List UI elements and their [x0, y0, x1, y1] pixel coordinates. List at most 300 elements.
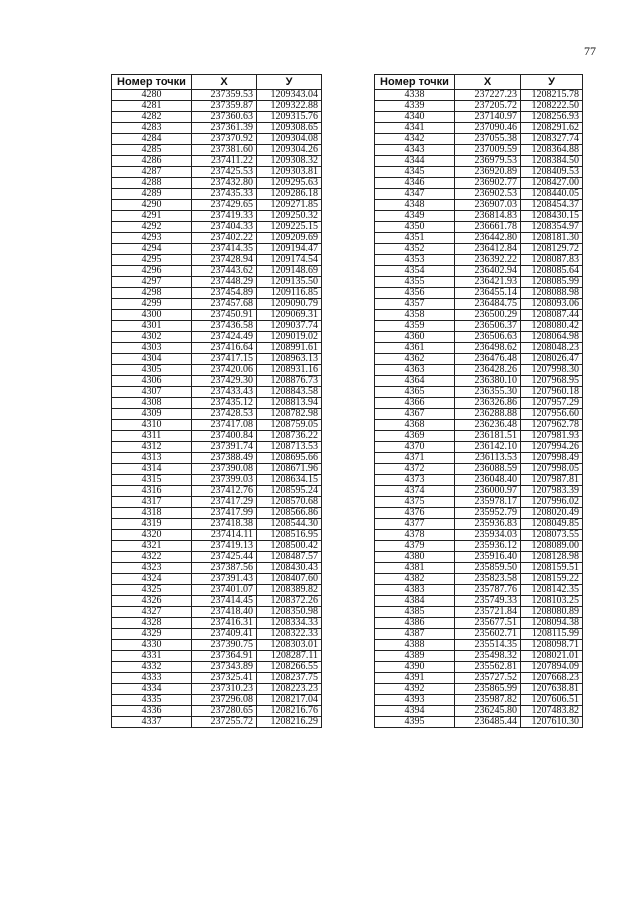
x-coordinate-cell: 235677.51 [455, 618, 521, 629]
x-coordinate-cell: 236907.03 [455, 200, 521, 211]
table-row [112, 673, 322, 684]
y-coordinate-cell: 1208159.51 [521, 563, 583, 574]
point-number-cell: 4338 [375, 90, 455, 101]
table-row [375, 442, 583, 453]
table-row [112, 387, 322, 398]
y-coordinate-cell: 1208430.15 [521, 211, 583, 222]
x-coordinate-cell: 237432.80 [192, 178, 257, 189]
table-row [375, 90, 583, 101]
y-coordinate-cell: 1208080.89 [521, 607, 583, 618]
point-number-cell: 4293 [112, 233, 192, 244]
x-coordinate-cell: 237414.45 [192, 596, 257, 607]
y-coordinate-cell: 1208021.01 [521, 651, 583, 662]
table-row [112, 420, 322, 431]
x-coordinate-cell: 236421.93 [455, 277, 521, 288]
y-coordinate-cell: 1208782.98 [257, 409, 322, 420]
table-body-right [375, 90, 583, 728]
x-coordinate-cell: 236476.48 [455, 354, 521, 365]
table-row [112, 453, 322, 464]
x-coordinate-cell: 236113.53 [455, 453, 521, 464]
x-coordinate-cell: 235859.50 [455, 563, 521, 574]
table-row [375, 508, 583, 519]
x-coordinate-cell: 236402.94 [455, 266, 521, 277]
y-coordinate-cell: 1207998.05 [521, 464, 583, 475]
table-row [112, 233, 322, 244]
point-number-cell: 4385 [375, 607, 455, 618]
y-coordinate-cell: 1208327.74 [521, 134, 583, 145]
y-coordinate-cell: 1209194.47 [257, 244, 322, 255]
y-coordinate-cell: 1208256.93 [521, 112, 583, 123]
y-coordinate-cell: 1208350.98 [257, 607, 322, 618]
point-number-cell: 4312 [112, 442, 192, 453]
table-row [112, 607, 322, 618]
y-coordinate-cell: 1209308.65 [257, 123, 322, 134]
point-number-cell: 4356 [375, 288, 455, 299]
table-row [375, 354, 583, 365]
y-coordinate-cell: 1208087.44 [521, 310, 583, 321]
point-number-cell: 4387 [375, 629, 455, 640]
y-coordinate-cell: 1208085.64 [521, 266, 583, 277]
x-coordinate-cell: 237255.72 [192, 717, 257, 728]
x-coordinate-cell: 237400.84 [192, 431, 257, 442]
point-number-cell: 4373 [375, 475, 455, 486]
point-number-cell: 4327 [112, 607, 192, 618]
x-coordinate-cell: 237435.12 [192, 398, 257, 409]
table-row [375, 618, 583, 629]
table-row [375, 607, 583, 618]
table-row [112, 563, 322, 574]
point-number-cell: 4300 [112, 310, 192, 321]
point-number-cell: 4344 [375, 156, 455, 167]
x-coordinate-cell: 237419.33 [192, 211, 257, 222]
y-coordinate-cell: 1208430.43 [257, 563, 322, 574]
y-coordinate-cell: 1209304.26 [257, 145, 322, 156]
y-coordinate-cell: 1208516.95 [257, 530, 322, 541]
point-number-cell: 4349 [375, 211, 455, 222]
x-coordinate-cell: 235936.12 [455, 541, 521, 552]
point-number-cell: 4306 [112, 376, 192, 387]
point-number-cell: 4375 [375, 497, 455, 508]
y-coordinate-cell: 1208085.99 [521, 277, 583, 288]
point-number-cell: 4321 [112, 541, 192, 552]
point-number-cell: 4369 [375, 431, 455, 442]
point-number-cell: 4370 [375, 442, 455, 453]
point-number-cell: 4316 [112, 486, 192, 497]
point-number-cell: 4301 [112, 321, 192, 332]
x-coordinate-cell: 236288.88 [455, 409, 521, 420]
x-coordinate-cell: 235602.71 [455, 629, 521, 640]
point-number-cell: 4303 [112, 343, 192, 354]
header-x: X [455, 75, 521, 90]
y-coordinate-cell: 1207962.78 [521, 420, 583, 431]
point-number-cell: 4295 [112, 255, 192, 266]
point-number-cell: 4297 [112, 277, 192, 288]
point-number-cell: 4307 [112, 387, 192, 398]
point-number-cell: 4392 [375, 684, 455, 695]
x-coordinate-cell: 237310.23 [192, 684, 257, 695]
x-coordinate-cell: 236902.77 [455, 178, 521, 189]
table-row [375, 409, 583, 420]
table-row [112, 684, 322, 695]
header-point-number: Номер точки [112, 75, 192, 90]
point-number-cell: 4288 [112, 178, 192, 189]
table-row [375, 541, 583, 552]
table-row [112, 376, 322, 387]
table-row [112, 651, 322, 662]
table-row [112, 640, 322, 651]
table-row [375, 233, 583, 244]
table-row [112, 156, 322, 167]
x-coordinate-cell: 235514.35 [455, 640, 521, 651]
x-coordinate-cell: 235749.33 [455, 596, 521, 607]
y-coordinate-cell: 1208963.13 [257, 354, 322, 365]
x-coordinate-cell: 237424.49 [192, 332, 257, 343]
x-coordinate-cell: 237401.07 [192, 585, 257, 596]
y-coordinate-cell: 1207998.49 [521, 453, 583, 464]
table-row [112, 629, 322, 640]
x-coordinate-cell: 237227.23 [455, 90, 521, 101]
x-coordinate-cell: 237420.06 [192, 365, 257, 376]
point-number-cell: 4319 [112, 519, 192, 530]
point-number-cell: 4335 [112, 695, 192, 706]
table-row [375, 288, 583, 299]
table-row [375, 277, 583, 288]
y-coordinate-cell: 1208088.98 [521, 288, 583, 299]
header-x: X [192, 75, 257, 90]
table-row [112, 101, 322, 112]
point-number-cell: 4353 [375, 255, 455, 266]
point-number-cell: 4350 [375, 222, 455, 233]
header-y: У [257, 75, 322, 90]
x-coordinate-cell: 237388.49 [192, 453, 257, 464]
y-coordinate-cell: 1208093.06 [521, 299, 583, 310]
y-coordinate-cell: 1208322.33 [257, 629, 322, 640]
y-coordinate-cell: 1208064.98 [521, 332, 583, 343]
table-row [112, 343, 322, 354]
point-number-cell: 4290 [112, 200, 192, 211]
x-coordinate-cell: 237361.39 [192, 123, 257, 134]
y-coordinate-cell: 1208026.47 [521, 354, 583, 365]
point-number-cell: 4390 [375, 662, 455, 673]
table-row [375, 134, 583, 145]
y-coordinate-cell: 1208129.72 [521, 244, 583, 255]
table-row [112, 255, 322, 266]
x-coordinate-cell: 237090.46 [455, 123, 521, 134]
table-row [375, 145, 583, 156]
x-coordinate-cell: 237417.15 [192, 354, 257, 365]
point-number-cell: 4358 [375, 310, 455, 321]
x-coordinate-cell: 236326.86 [455, 398, 521, 409]
y-coordinate-cell: 1207606.51 [521, 695, 583, 706]
table-row [375, 717, 583, 728]
point-number-cell: 4323 [112, 563, 192, 574]
y-coordinate-cell: 1209315.76 [257, 112, 322, 123]
table-row [375, 255, 583, 266]
table-row [112, 200, 322, 211]
x-coordinate-cell: 237399.03 [192, 475, 257, 486]
y-coordinate-cell: 1208222.50 [521, 101, 583, 112]
page-number: 77 [584, 44, 596, 58]
y-coordinate-cell: 1208440.05 [521, 189, 583, 200]
point-number-cell: 4308 [112, 398, 192, 409]
point-number-cell: 4383 [375, 585, 455, 596]
x-coordinate-cell: 237436.58 [192, 321, 257, 332]
x-coordinate-cell: 237364.91 [192, 651, 257, 662]
point-number-cell: 4393 [375, 695, 455, 706]
x-coordinate-cell: 237414.35 [192, 244, 257, 255]
table-row [112, 596, 322, 607]
x-coordinate-cell: 236181.51 [455, 431, 521, 442]
point-number-cell: 4331 [112, 651, 192, 662]
point-number-cell: 4336 [112, 706, 192, 717]
point-number-cell: 4304 [112, 354, 192, 365]
x-coordinate-cell: 237454.89 [192, 288, 257, 299]
y-coordinate-cell: 1208048.23 [521, 343, 583, 354]
y-coordinate-cell: 1208303.01 [257, 640, 322, 651]
x-coordinate-cell: 237450.91 [192, 310, 257, 321]
x-coordinate-cell: 237435.33 [192, 189, 257, 200]
table-row [112, 497, 322, 508]
point-number-cell: 4381 [375, 563, 455, 574]
y-coordinate-cell: 1208876.73 [257, 376, 322, 387]
point-number-cell: 4299 [112, 299, 192, 310]
table-row [112, 508, 322, 519]
y-coordinate-cell: 1207994.26 [521, 442, 583, 453]
y-coordinate-cell: 1209304.08 [257, 134, 322, 145]
point-number-cell: 4352 [375, 244, 455, 255]
y-coordinate-cell: 1208384.50 [521, 156, 583, 167]
y-coordinate-cell: 1208736.22 [257, 431, 322, 442]
table-row [375, 486, 583, 497]
point-number-cell: 4340 [375, 112, 455, 123]
table-row [375, 563, 583, 574]
x-coordinate-cell: 237409.41 [192, 629, 257, 640]
point-number-cell: 4371 [375, 453, 455, 464]
table-row [112, 277, 322, 288]
table-row [375, 299, 583, 310]
table-row [375, 673, 583, 684]
y-coordinate-cell: 1208287.11 [257, 651, 322, 662]
y-coordinate-cell: 1208266.55 [257, 662, 322, 673]
x-coordinate-cell: 237055.38 [455, 134, 521, 145]
y-coordinate-cell: 1209037.74 [257, 321, 322, 332]
table-row [112, 574, 322, 585]
table-row [112, 662, 322, 673]
y-coordinate-cell: 1208500.42 [257, 541, 322, 552]
x-coordinate-cell: 237417.08 [192, 420, 257, 431]
x-coordinate-cell: 236498.62 [455, 343, 521, 354]
y-coordinate-cell: 1208217.04 [257, 695, 322, 706]
y-coordinate-cell: 1208813.94 [257, 398, 322, 409]
table-row [375, 167, 583, 178]
y-coordinate-cell: 1208759.05 [257, 420, 322, 431]
x-coordinate-cell: 235787.76 [455, 585, 521, 596]
y-coordinate-cell: 1207968.95 [521, 376, 583, 387]
table-row [375, 200, 583, 211]
y-coordinate-cell: 1207998.30 [521, 365, 583, 376]
x-coordinate-cell: 236902.53 [455, 189, 521, 200]
table-row [112, 244, 322, 255]
point-number-cell: 4280 [112, 90, 192, 101]
table-row [375, 640, 583, 651]
table-row [112, 717, 322, 728]
y-coordinate-cell: 1207960.18 [521, 387, 583, 398]
x-coordinate-cell: 236442.80 [455, 233, 521, 244]
point-number-cell: 4287 [112, 167, 192, 178]
x-coordinate-cell: 237428.53 [192, 409, 257, 420]
x-coordinate-cell: 237280.65 [192, 706, 257, 717]
point-number-cell: 4285 [112, 145, 192, 156]
y-coordinate-cell: 1208181.30 [521, 233, 583, 244]
x-coordinate-cell: 237428.94 [192, 255, 257, 266]
point-number-cell: 4384 [375, 596, 455, 607]
x-coordinate-cell: 237417.99 [192, 508, 257, 519]
x-coordinate-cell: 235978.17 [455, 497, 521, 508]
x-coordinate-cell: 235987.82 [455, 695, 521, 706]
point-number-cell: 4368 [375, 420, 455, 431]
table-row [375, 332, 583, 343]
point-number-cell: 4305 [112, 365, 192, 376]
y-coordinate-cell: 1207668.23 [521, 673, 583, 684]
table-row [375, 574, 583, 585]
table-row [375, 222, 583, 233]
table-row [375, 651, 583, 662]
point-number-cell: 4362 [375, 354, 455, 365]
table-row [112, 145, 322, 156]
point-number-cell: 4296 [112, 266, 192, 277]
x-coordinate-cell: 237391.74 [192, 442, 257, 453]
table-row [112, 310, 322, 321]
x-coordinate-cell: 237370.92 [192, 134, 257, 145]
x-coordinate-cell: 237387.56 [192, 563, 257, 574]
y-coordinate-cell: 1208103.25 [521, 596, 583, 607]
point-number-cell: 4379 [375, 541, 455, 552]
table-row [112, 409, 322, 420]
x-coordinate-cell: 235934.03 [455, 530, 521, 541]
point-number-cell: 4329 [112, 629, 192, 640]
table-row [375, 420, 583, 431]
table-row [112, 486, 322, 497]
y-coordinate-cell: 1208216.29 [257, 717, 322, 728]
point-number-cell: 4380 [375, 552, 455, 563]
table-row [375, 706, 583, 717]
point-number-cell: 4281 [112, 101, 192, 112]
y-coordinate-cell: 1209250.32 [257, 211, 322, 222]
point-number-cell: 4361 [375, 343, 455, 354]
x-coordinate-cell: 237359.87 [192, 101, 257, 112]
x-coordinate-cell: 236355.30 [455, 387, 521, 398]
x-coordinate-cell: 237390.08 [192, 464, 257, 475]
point-number-cell: 4391 [375, 673, 455, 684]
x-coordinate-cell: 235498.32 [455, 651, 521, 662]
table-row [112, 585, 322, 596]
table-row [375, 431, 583, 442]
y-coordinate-cell: 1208073.55 [521, 530, 583, 541]
table-row [112, 706, 322, 717]
point-number-cell: 4374 [375, 486, 455, 497]
table-row [112, 266, 322, 277]
point-number-cell: 4394 [375, 706, 455, 717]
point-number-cell: 4378 [375, 530, 455, 541]
y-coordinate-cell: 1208216.76 [257, 706, 322, 717]
x-coordinate-cell: 235952.79 [455, 508, 521, 519]
y-coordinate-cell: 1208334.33 [257, 618, 322, 629]
y-coordinate-cell: 1207956.60 [521, 409, 583, 420]
y-coordinate-cell: 1208089.00 [521, 541, 583, 552]
x-coordinate-cell: 237325.41 [192, 673, 257, 684]
point-number-cell: 4315 [112, 475, 192, 486]
table-row [375, 684, 583, 695]
point-number-cell: 4337 [112, 717, 192, 728]
y-coordinate-cell: 1208487.57 [257, 552, 322, 563]
x-coordinate-cell: 236088.59 [455, 464, 521, 475]
x-coordinate-cell: 237009.59 [455, 145, 521, 156]
x-coordinate-cell: 236485.44 [455, 717, 521, 728]
table-row [112, 211, 322, 222]
point-number-cell: 4294 [112, 244, 192, 255]
point-number-cell: 4325 [112, 585, 192, 596]
table-row [112, 134, 322, 145]
point-number-cell: 4310 [112, 420, 192, 431]
y-coordinate-cell: 1208409.53 [521, 167, 583, 178]
point-number-cell: 4382 [375, 574, 455, 585]
y-coordinate-cell: 1207483.82 [521, 706, 583, 717]
point-number-cell: 4313 [112, 453, 192, 464]
x-coordinate-cell: 237381.60 [192, 145, 257, 156]
x-coordinate-cell: 237416.64 [192, 343, 257, 354]
point-number-cell: 4363 [375, 365, 455, 376]
table-row [112, 90, 322, 101]
x-coordinate-cell: 236455.14 [455, 288, 521, 299]
y-coordinate-cell: 1207983.39 [521, 486, 583, 497]
table-row [375, 387, 583, 398]
y-coordinate-cell: 1208713.53 [257, 442, 322, 453]
y-coordinate-cell: 1208634.15 [257, 475, 322, 486]
table-row [375, 156, 583, 167]
table-row [112, 321, 322, 332]
point-number-cell: 4333 [112, 673, 192, 684]
point-number-cell: 4332 [112, 662, 192, 673]
x-coordinate-cell: 236392.22 [455, 255, 521, 266]
point-number-cell: 4283 [112, 123, 192, 134]
x-coordinate-cell: 236506.37 [455, 321, 521, 332]
coordinates-table-right [374, 74, 583, 728]
point-number-cell: 4320 [112, 530, 192, 541]
table-row [375, 376, 583, 387]
point-number-cell: 4359 [375, 321, 455, 332]
table-row [112, 299, 322, 310]
point-number-cell: 4347 [375, 189, 455, 200]
table-row [375, 244, 583, 255]
point-number-cell: 4330 [112, 640, 192, 651]
table-row [112, 552, 322, 563]
y-coordinate-cell: 1209174.54 [257, 255, 322, 266]
table-row [112, 222, 322, 233]
x-coordinate-cell: 237425.53 [192, 167, 257, 178]
x-coordinate-cell: 237419.13 [192, 541, 257, 552]
y-coordinate-cell: 1209308.32 [257, 156, 322, 167]
x-coordinate-cell: 236245.80 [455, 706, 521, 717]
x-coordinate-cell: 237391.43 [192, 574, 257, 585]
table-row [375, 464, 583, 475]
table-row [375, 530, 583, 541]
table-row [112, 112, 322, 123]
table-row [112, 475, 322, 486]
y-coordinate-cell: 1208094.38 [521, 618, 583, 629]
y-coordinate-cell: 1208389.82 [257, 585, 322, 596]
table-row [112, 178, 322, 189]
y-coordinate-cell: 1209209.69 [257, 233, 322, 244]
